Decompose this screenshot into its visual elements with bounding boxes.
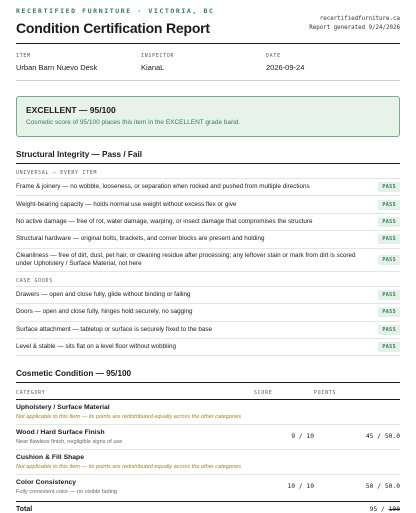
category-points: 45 / 50.0	[365, 433, 400, 441]
pass-badge: PASS	[378, 182, 400, 192]
universal-list	[16, 179, 400, 272]
check-row	[16, 196, 400, 213]
total-score: 95	[369, 506, 378, 513]
report-title: Condition Certification Report	[16, 20, 210, 36]
col-score: SCORE	[254, 391, 273, 397]
grade-title: EXCELLENT — 95/100	[26, 105, 116, 115]
grade-banner	[16, 96, 400, 137]
date-label: DATE	[266, 54, 281, 59]
item-value: Urban Barn Nuevo Desk	[16, 63, 98, 72]
check-text: Level & stable — sits flat on a level floor without wobbling	[16, 343, 176, 351]
pass-badge: PASS	[378, 234, 400, 244]
date-value: 2026-09-24	[266, 63, 305, 72]
total-label: Total	[16, 506, 33, 513]
table-row	[16, 425, 400, 450]
header-divider	[16, 43, 400, 44]
header-info	[309, 15, 400, 33]
case-goods-label: CASE GOODS	[16, 279, 400, 287]
check-text: Frame & joinery — no wobble, looseness, or separation when rocked and pushed from multiple directions	[16, 183, 310, 191]
pass-badge: PASS	[378, 290, 400, 300]
total-row	[16, 501, 400, 513]
check-text: Surface attachment — tabletop or surface is securely fixed to the base	[16, 325, 213, 333]
category-points	[314, 404, 400, 408]
check-row	[16, 304, 400, 321]
category-name: Cushion & Fill Shape	[16, 454, 84, 462]
col-points: POINTS	[314, 391, 337, 397]
pass-badge: PASS	[378, 307, 400, 317]
check-row	[16, 214, 400, 231]
table-row	[16, 450, 400, 475]
table-row	[16, 400, 400, 425]
check-row	[16, 179, 400, 196]
brand-line: RECERTIFIED FURNITURE · VICTORIA, BC	[16, 7, 215, 15]
category-score: 10 / 10	[287, 483, 314, 491]
check-row	[16, 249, 400, 272]
report-header	[16, 6, 400, 36]
pass-badge: PASS	[378, 217, 400, 227]
table-row	[16, 475, 400, 499]
not-applicable-note: Not applicable to this item — its points are redistributed equally across the other categories	[16, 464, 242, 471]
cosmetic-section-title: Cosmetic Condition — 95/100	[16, 369, 400, 383]
category-note: Fully consistent color — no visible fading	[16, 489, 118, 496]
category-points: 50 / 50.0	[365, 483, 400, 491]
meta-divider	[16, 80, 400, 81]
site-url[interactable]: recertifiedfurniture.ca	[319, 16, 400, 22]
total-max: 100	[388, 506, 400, 513]
category-name: Upholstery / Surface Material	[16, 404, 110, 412]
universal-label: UNIVERSAL — EVERY ITEM	[16, 171, 400, 179]
total-value	[314, 506, 400, 513]
col-category: CATEGORY	[16, 391, 46, 397]
pass-badge: PASS	[378, 255, 400, 265]
pass-badge: PASS	[378, 342, 400, 352]
grade-subtitle: Cosmetic score of 95/100 places this item in the EXCELLENT grade band.	[26, 119, 241, 126]
inspector-label: INSPECTOR	[141, 54, 175, 59]
check-row	[16, 231, 400, 248]
meta-inspector	[141, 54, 266, 72]
not-applicable-note: Not applicable to this item — its points are redistributed equally across the other categories	[16, 414, 242, 421]
category-points	[314, 454, 400, 458]
case-goods-list	[16, 287, 400, 357]
meta-row	[16, 54, 400, 72]
pass-badge: PASS	[378, 325, 400, 335]
check-text: Drawers — open and close fully, glide without binding or falling	[16, 291, 191, 299]
check-row	[16, 287, 400, 304]
check-row	[16, 322, 400, 339]
category-note: Near flawless finish, negligible signs of use	[16, 439, 123, 446]
check-text: Weight-bearing capacity — holds normal use weight without excess flex or give	[16, 200, 237, 208]
check-text: Structural hardware — original bolts, brackets, and corner blocks are present and holding	[16, 235, 265, 243]
meta-date	[266, 54, 386, 72]
category-score: 9 / 10	[291, 433, 314, 441]
inspector-value: KianaL	[141, 63, 165, 72]
pass-badge: PASS	[378, 200, 400, 210]
check-text: Cleanliness — free of dirt, dust, pet hair, or cleaning residue after processing; any leftover stain or mark from dirt is scored under Upholstery / Surface Material, not here	[16, 251, 356, 267]
meta-item	[16, 54, 141, 72]
category-name: Wood / Hard Surface Finish	[16, 429, 105, 437]
check-text: Doors — open and close fully, hinges hold securely, no sagging	[16, 308, 193, 316]
structural-section-title: Structural Integrity — Pass / Fail	[16, 150, 400, 164]
category-name: Color Consistency	[16, 479, 77, 487]
check-text: No active damage — free of rot, water damage, warping, or insect damage that compromises the structure	[16, 217, 313, 225]
total-separator: /	[377, 506, 389, 513]
category-score	[254, 404, 314, 408]
cosmetic-table-header	[16, 391, 400, 400]
check-row	[16, 339, 400, 356]
cosmetic-table	[16, 400, 400, 499]
category-score	[254, 454, 314, 458]
generated-date: Report generated 9/24/2026	[309, 25, 400, 31]
item-label: ITEM	[16, 54, 31, 59]
